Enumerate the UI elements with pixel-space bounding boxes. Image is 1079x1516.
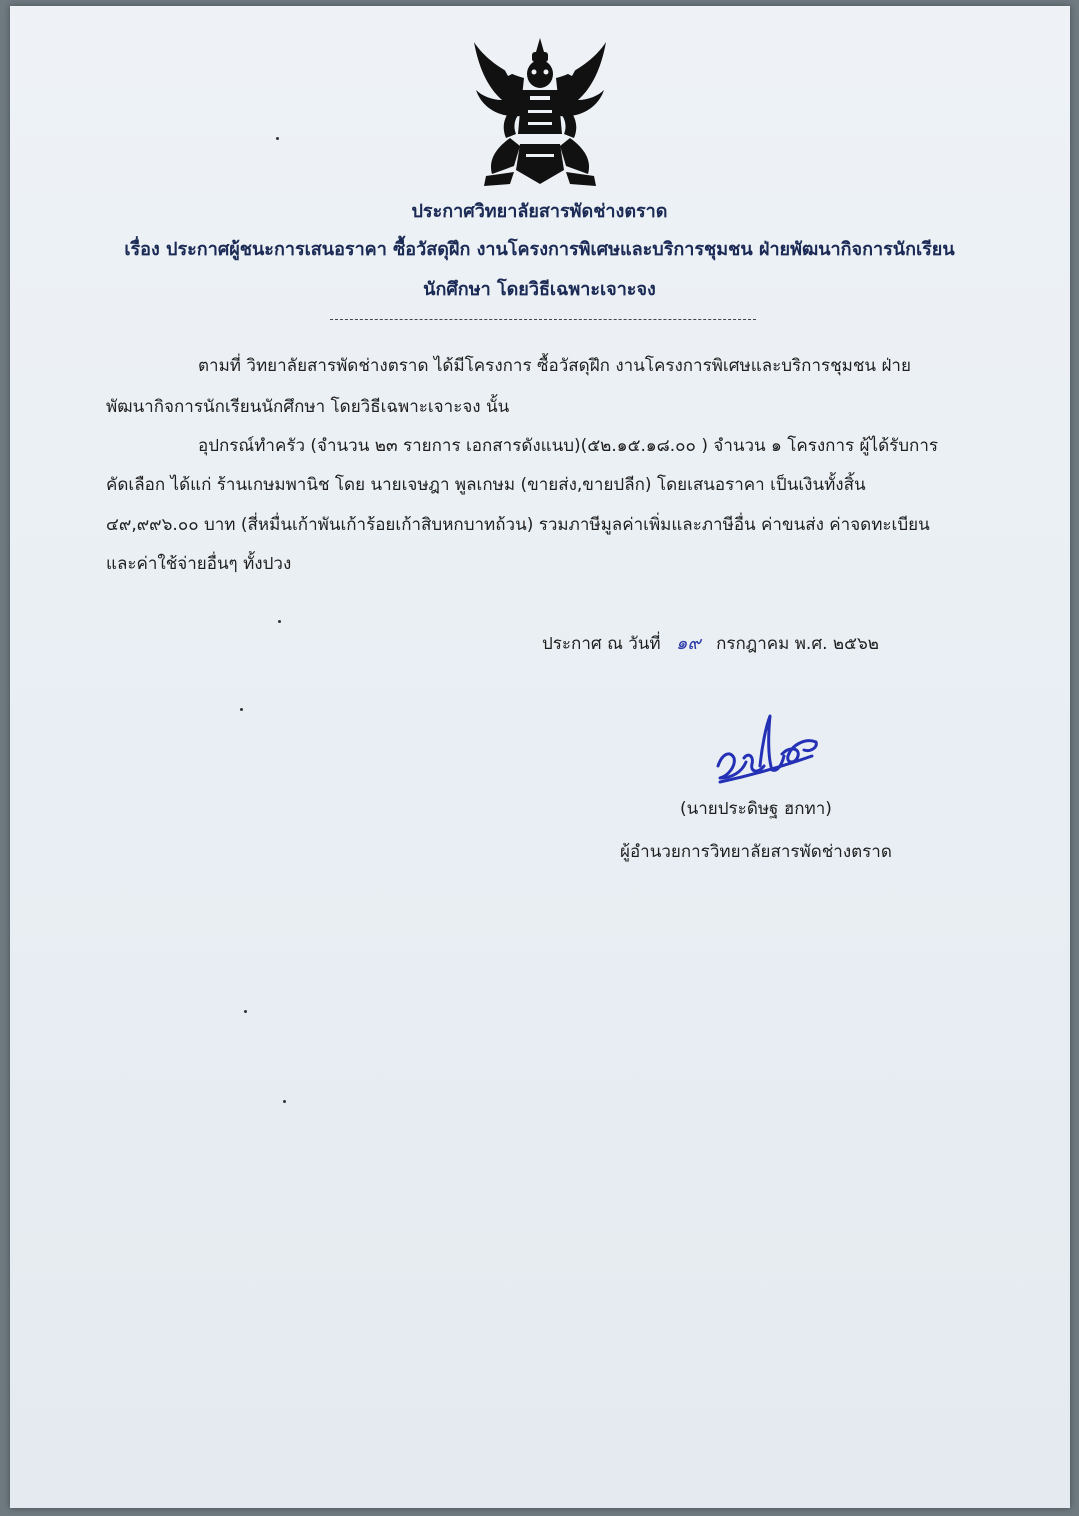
announcement-month-year: กรกฎาคม พ.ศ. ๒๕๖๒ bbox=[716, 634, 879, 654]
speck bbox=[276, 137, 279, 140]
signatory-position: ผู้อำนวยการวิทยาลัยสารพัดช่างตราด bbox=[620, 842, 892, 862]
speck bbox=[278, 620, 281, 623]
paragraph-1-line-1: ตามที่ วิทยาลัยสารพัดช่างตราด ได้มีโครงการ ซื้อวัสดุฝึก งานโครงการพิเศษและบริการชุมชน ฝ่าย bbox=[198, 356, 911, 376]
handwritten-day: ๑๙ bbox=[676, 633, 701, 654]
paragraph-2-line-3: ๔๙,๙๙๖.๐๐ บาท (สี่หมื่นเก้าพันเก้าร้อยเก้าสิบหกบาทถ้วน) รวมภาษีมูลค่าเพิ่มและภาษีอื่น ค่าขนส่ง ค่าจดทะเบียน bbox=[106, 515, 930, 535]
paragraph-2-line-1: อุปกรณ์ทำครัว (จำนวน ๒๓ รายการ เอกสารดังแนบ)(๕๒.๑๕.๑๘.๐๐ ) จำนวน ๑ โครงการ ผู้ได้รับการ bbox=[198, 436, 938, 456]
document-subject: เรื่อง ประกาศผู้ชนะการเสนอราคา ซื้อวัสดุฝึก งานโครงการพิเศษและบริการชุมชน ฝ่ายพัฒนากิจการนักเรียน bbox=[124, 239, 955, 260]
speck bbox=[283, 1100, 286, 1103]
paragraph-2-line-4: และค่าใช้จ่ายอื่นๆ ทั้งปวง bbox=[106, 554, 292, 574]
garuda-emblem-icon bbox=[466, 34, 614, 190]
speck bbox=[240, 708, 243, 711]
document-title: ประกาศวิทยาลัยสารพัดช่างตราด bbox=[411, 201, 668, 222]
announcement-prefix: ประกาศ ณ วันที่ bbox=[542, 634, 661, 654]
announcement-date bbox=[542, 628, 879, 657]
signature-icon bbox=[708, 706, 828, 792]
document-page bbox=[10, 6, 1070, 1508]
document-subject-continued: นักศึกษา โดยวิธีเฉพาะเจาะจง bbox=[423, 279, 656, 300]
paragraph-2-line-2: คัดเลือก ได้แก่ ร้านเกษมพานิช โดย นายเจษฎา พูลเกษม (ขายส่ง,ขายปลีก) โดยเสนอราคา เป็นเงินทั้งสิ้น bbox=[106, 475, 866, 495]
signatory-name: (นายประดิษฐ ฮกทา) bbox=[680, 799, 832, 819]
paragraph-1-line-2: พัฒนากิจการนักเรียนนักศึกษา โดยวิธีเฉพาะเจาะจง นั้น bbox=[106, 397, 510, 417]
speck bbox=[244, 1010, 247, 1013]
dashed-divider bbox=[330, 319, 756, 320]
